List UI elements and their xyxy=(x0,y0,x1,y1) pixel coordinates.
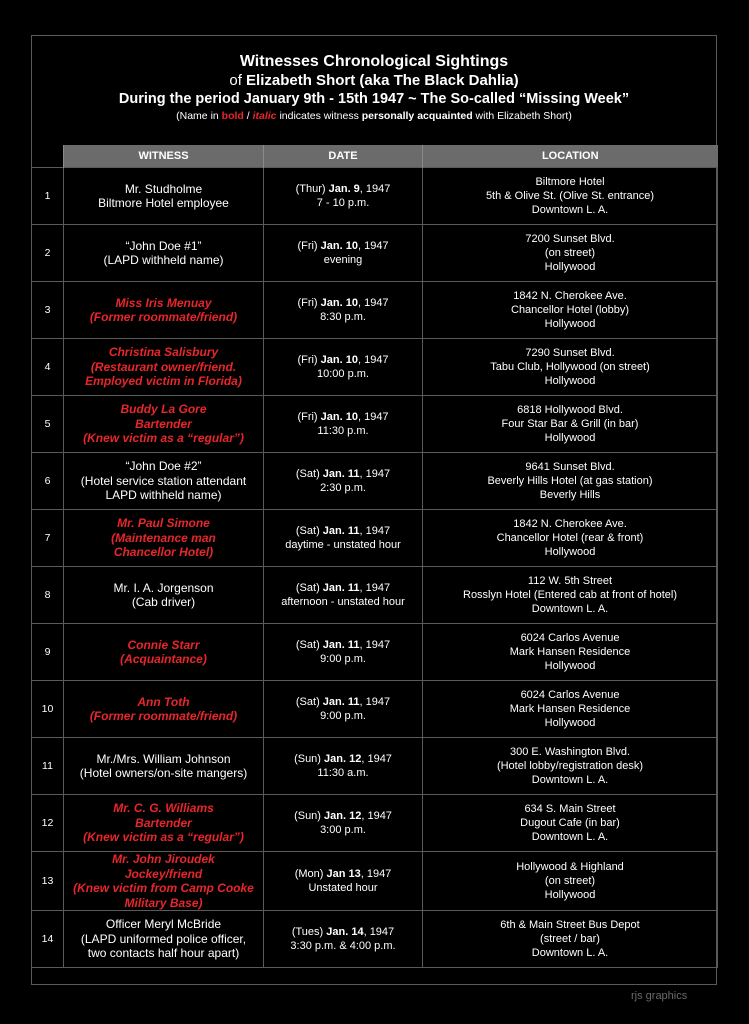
location-line: Downtown L. A. xyxy=(531,831,609,843)
location-cell xyxy=(423,396,718,453)
witness-line: (Maintenance man xyxy=(111,530,216,545)
location-line: 7290 Sunset Blvd. xyxy=(525,347,615,359)
date-line xyxy=(268,581,418,595)
note-text: (Name in xyxy=(176,110,222,122)
date-line xyxy=(268,239,418,253)
date-value: Jan. 11 xyxy=(322,468,360,480)
witness-line: LAPD withheld name) xyxy=(105,488,222,503)
header-location: LOCATION xyxy=(423,145,718,168)
date-year: , 1947 xyxy=(357,354,389,366)
location-cell xyxy=(423,738,718,795)
row-number: 11 xyxy=(32,738,64,795)
location-line: Downtown L. A. xyxy=(531,774,609,786)
witness-cell xyxy=(64,738,264,795)
table-row xyxy=(32,168,718,225)
witness-cell xyxy=(64,852,264,911)
date-year: , 1947 xyxy=(359,582,391,594)
witness-line: Ann Toth xyxy=(137,694,190,709)
table-row xyxy=(32,738,718,795)
date-year: , 1947 xyxy=(361,753,392,765)
witness-line: Mr. Studholme xyxy=(124,181,203,196)
witness-line: “John Doe #2” xyxy=(125,459,202,474)
location-line: Dugout Cafe (in bar) xyxy=(520,817,620,829)
date-cell xyxy=(264,339,423,396)
date-day: (Fri) xyxy=(297,297,321,309)
subtitle-prefix: of xyxy=(229,72,247,89)
date-time: 11:30 a.m. xyxy=(317,767,369,779)
table-row xyxy=(32,567,718,624)
date-line xyxy=(268,524,418,538)
location-cell xyxy=(423,567,718,624)
date-year: , 1947 xyxy=(359,639,391,651)
witness-line: Christina Salisbury xyxy=(108,345,219,360)
location-line: Chancellor Hotel (lobby) xyxy=(511,304,629,316)
location-cell xyxy=(423,282,718,339)
witness-line: “John Doe #1” xyxy=(125,238,202,253)
date-year: , 1947 xyxy=(357,411,389,423)
location-cell xyxy=(423,852,718,911)
witness-line: (Knew victim as a “regular”) xyxy=(83,830,244,845)
location-cell xyxy=(423,453,718,510)
row-number: 1 xyxy=(32,168,64,225)
location-cell xyxy=(423,510,718,567)
date-value: Jan. 10 xyxy=(320,240,358,252)
location-line: Rosslyn Hotel (Entered cab at front of hotel) xyxy=(463,589,677,601)
date-time: 7 - 10 p.m. xyxy=(316,197,370,209)
date-line xyxy=(268,467,418,481)
location-cell xyxy=(423,911,718,968)
date-day: (Sat) xyxy=(295,696,323,708)
date-time: 11:30 p.m. xyxy=(317,425,369,437)
location-line: (street / bar) xyxy=(540,933,600,945)
location-line: Hollywood xyxy=(544,375,596,387)
date-cell xyxy=(264,852,423,911)
date-line xyxy=(268,867,418,881)
location-line: (on street) xyxy=(544,247,596,259)
location-line: Beverly Hills Hotel (at gas station) xyxy=(487,475,653,487)
date-value: Jan. 11 xyxy=(322,582,360,594)
location-line: Hollywood xyxy=(544,318,596,330)
witness-line: Connie Starr xyxy=(127,637,200,652)
date-cell xyxy=(264,168,423,225)
location-line: 7200 Sunset Blvd. xyxy=(525,233,615,245)
date-value: Jan. 12 xyxy=(324,753,362,765)
witness-cell xyxy=(64,567,264,624)
date-cell xyxy=(264,453,423,510)
row-number: 5 xyxy=(32,396,64,453)
witness-cell xyxy=(64,225,264,282)
witness-line: (Restaurant owner/friend. xyxy=(90,359,237,374)
date-line xyxy=(268,182,418,196)
header-blank xyxy=(32,145,64,168)
location-line: Downtown L. A. xyxy=(531,947,609,959)
date-time: daytime - unstated hour xyxy=(285,539,401,551)
row-number: 13 xyxy=(32,852,64,911)
location-line: Tabu Club, Hollywood (on street) xyxy=(490,361,650,373)
note-text: indicates witness xyxy=(276,110,362,122)
witness-cell xyxy=(64,453,264,510)
date-value: Jan. 10 xyxy=(320,411,358,423)
note-bold: bold xyxy=(221,110,244,122)
location-line: Biltmore Hotel xyxy=(535,176,605,188)
date-day: (Fri) xyxy=(297,240,321,252)
date-line xyxy=(268,809,418,823)
witness-line: Biltmore Hotel employee xyxy=(98,196,229,210)
witness-line: (Knew victim from Camp Cooke xyxy=(73,881,254,895)
witness-cell xyxy=(64,795,264,852)
date-day: (Mon) xyxy=(294,868,327,880)
subtitle xyxy=(31,71,717,90)
header-witness: WITNESS xyxy=(64,145,264,168)
note-emphasis: personally acquainted xyxy=(361,110,473,122)
location-line: Downtown L. A. xyxy=(531,603,609,615)
sightings-table xyxy=(31,145,718,968)
date-year: , 1947 xyxy=(359,696,391,708)
date-day: (Tues) xyxy=(291,926,327,938)
row-number: 6 xyxy=(32,453,64,510)
date-time: 9:00 p.m. xyxy=(320,653,366,665)
location-line: Hollywood xyxy=(544,889,596,901)
witness-cell xyxy=(64,911,264,968)
date-cell xyxy=(264,282,423,339)
witness-line: (Hotel owners/on-site mangers) xyxy=(79,766,248,780)
date-time: evening xyxy=(323,254,363,266)
witness-cell xyxy=(64,396,264,453)
location-line: 6th & Main Street Bus Depot xyxy=(500,919,640,931)
table-row xyxy=(32,339,718,396)
date-time: 8:30 p.m. xyxy=(320,311,366,323)
period-line: During the period January 9th - 15th 1947 ~ The So-called “Missing Week” xyxy=(118,91,630,107)
location-line: Hollywood xyxy=(544,432,596,444)
location-line: 300 E. Washington Blvd. xyxy=(509,746,631,758)
date-cell xyxy=(264,681,423,738)
date-year: , 1947 xyxy=(357,240,389,252)
witness-cell xyxy=(64,339,264,396)
witness-line: Employed victim in Florida) xyxy=(85,374,242,389)
witness-line: (Cab driver) xyxy=(131,595,196,609)
location-line: Hollywood xyxy=(544,546,596,558)
date-day: (Sat) xyxy=(295,468,323,480)
table-row xyxy=(32,510,718,567)
witness-line: (Hotel service station attendant xyxy=(80,473,247,488)
location-line: Mark Hansen Residence xyxy=(509,703,631,715)
date-value: Jan. 14 xyxy=(326,926,364,938)
witness-line: Mr. Paul Simone xyxy=(117,516,210,531)
location-line: 6024 Carlos Avenue xyxy=(520,632,620,644)
date-value: Jan. 10 xyxy=(320,297,358,309)
date-line xyxy=(268,296,418,310)
table-row xyxy=(32,282,718,339)
date-year: , 1947 xyxy=(361,810,392,822)
witness-line: Mr. I. A. Jorgenson xyxy=(113,580,214,595)
witness-cell xyxy=(64,168,264,225)
date-time: 2:30 p.m. xyxy=(320,482,366,494)
location-line: 6818 Hollywood Blvd. xyxy=(517,404,623,416)
witness-cell xyxy=(64,510,264,567)
date-cell xyxy=(264,510,423,567)
date-day: (Sun) xyxy=(294,753,325,765)
location-line: 634 S. Main Street xyxy=(524,803,616,815)
witness-line: (Knew victim as a “regular”) xyxy=(83,431,244,446)
location-line: Downtown L. A. xyxy=(531,204,609,216)
credit: rjs graphics xyxy=(631,990,688,1002)
location-line: Hollywood xyxy=(544,261,596,273)
table-row xyxy=(32,453,718,510)
witness-cell xyxy=(64,681,264,738)
table-body xyxy=(32,168,718,968)
witness-line: (Acquaintance) xyxy=(120,652,207,666)
title-block xyxy=(31,52,717,124)
date-cell xyxy=(264,795,423,852)
table-row xyxy=(32,681,718,738)
date-value: Jan. 12 xyxy=(324,810,362,822)
table-row xyxy=(32,624,718,681)
legend-note xyxy=(31,109,717,124)
row-number: 8 xyxy=(32,567,64,624)
note-text: with Elizabeth Short) xyxy=(472,110,572,122)
witness-line: (Former roommate/friend) xyxy=(89,709,238,723)
date-time: afternoon - unstated hour xyxy=(281,596,405,608)
witness-line: Bartender xyxy=(135,416,192,431)
date-line xyxy=(268,695,418,709)
date-year: , 1947 xyxy=(363,926,395,938)
witness-line: Military Base) xyxy=(124,895,203,910)
row-number: 2 xyxy=(32,225,64,282)
date-line xyxy=(268,353,418,367)
witness-line: (LAPD uniformed police officer, xyxy=(80,931,247,946)
table-row xyxy=(32,225,718,282)
location-cell xyxy=(423,168,718,225)
date-day: (Thur) xyxy=(295,183,329,195)
location-line: 5th & Olive St. (Olive St. entrance) xyxy=(485,190,655,202)
location-line: 6024 Carlos Avenue xyxy=(520,689,620,701)
location-line: Beverly Hills xyxy=(539,489,601,501)
witness-line: Officer Meryl McBride xyxy=(105,917,222,932)
witness-line: Bartender xyxy=(135,815,192,830)
witness-line: Mr./Mrs. William Johnson xyxy=(96,751,231,766)
row-number: 10 xyxy=(32,681,64,738)
subject-name: Elizabeth Short (aka The Black Dahlia) xyxy=(246,72,519,89)
location-line: (Hotel lobby/registration desk) xyxy=(496,760,644,772)
date-day: (Sat) xyxy=(295,525,323,537)
location-line: 1842 N. Cherokee Ave. xyxy=(513,290,627,302)
location-line: Chancellor Hotel (rear & front) xyxy=(496,532,644,544)
table-row xyxy=(32,795,718,852)
date-cell xyxy=(264,624,423,681)
date-value: Jan. 9 xyxy=(328,183,360,195)
date-day: (Sun) xyxy=(294,810,325,822)
date-cell xyxy=(264,567,423,624)
page-title: Witnesses Chronological Sightings xyxy=(239,53,509,70)
date-cell xyxy=(264,738,423,795)
location-line: 112 W. 5th Street xyxy=(527,575,613,587)
row-number: 3 xyxy=(32,282,64,339)
date-day: (Fri) xyxy=(297,354,321,366)
witness-line: Jockey/friend xyxy=(124,866,203,881)
location-line: 1842 N. Cherokee Ave. xyxy=(513,518,627,530)
date-day: (Fri) xyxy=(297,411,321,423)
row-number: 7 xyxy=(32,510,64,567)
location-line: 9641 Sunset Blvd. xyxy=(525,461,615,473)
date-time: Unstated hour xyxy=(308,882,378,894)
row-number: 9 xyxy=(32,624,64,681)
date-year: , 1947 xyxy=(359,468,391,480)
row-number: 12 xyxy=(32,795,64,852)
date-cell xyxy=(264,225,423,282)
date-cell xyxy=(264,911,423,968)
date-value: Jan. 11 xyxy=(322,525,360,537)
row-number: 4 xyxy=(32,339,64,396)
location-line: Hollywood xyxy=(544,660,596,672)
note-italic: italic xyxy=(252,110,277,122)
location-line: Mark Hansen Residence xyxy=(509,646,631,658)
witness-line: Mr. C. G. Williams xyxy=(113,801,214,816)
table-header-row xyxy=(32,145,718,168)
witness-line: two contacts half hour apart) xyxy=(87,946,240,961)
witness-line: Chancellor Hotel) xyxy=(113,545,214,560)
witness-line: (Former roommate/friend) xyxy=(89,310,238,324)
witness-line: Buddy La Gore xyxy=(120,402,207,417)
date-year: , 1947 xyxy=(357,297,389,309)
location-line: Hollywood xyxy=(544,717,596,729)
date-time: 3:00 p.m. xyxy=(320,824,366,836)
witness-cell xyxy=(64,282,264,339)
table-row xyxy=(32,911,718,968)
location-cell xyxy=(423,681,718,738)
location-cell xyxy=(423,795,718,852)
header-date: DATE xyxy=(264,145,423,168)
date-year: , 1947 xyxy=(359,183,391,195)
table-row xyxy=(32,852,718,911)
witness-cell xyxy=(64,624,264,681)
date-time: 3:30 p.m. & 4:00 p.m. xyxy=(290,940,396,952)
witness-line: Miss Iris Menuay xyxy=(115,295,212,310)
witness-line: (LAPD withheld name) xyxy=(103,253,224,267)
date-time: 10:00 p.m. xyxy=(317,368,369,380)
location-line: Four Star Bar & Grill (in bar) xyxy=(501,418,639,430)
table-row xyxy=(32,396,718,453)
date-time: 9:00 p.m. xyxy=(320,710,366,722)
date-day: (Sat) xyxy=(295,639,323,651)
date-value: Jan 13 xyxy=(326,868,361,880)
date-line xyxy=(268,925,418,939)
note-sep: / xyxy=(243,110,253,122)
date-line xyxy=(268,410,418,424)
location-cell xyxy=(423,339,718,396)
date-value: Jan. 10 xyxy=(320,354,358,366)
location-cell xyxy=(423,225,718,282)
date-day: (Sat) xyxy=(295,582,323,594)
location-line: Hollywood & Highland xyxy=(516,861,624,873)
date-year: , 1947 xyxy=(360,868,392,880)
date-cell xyxy=(264,396,423,453)
date-year: , 1947 xyxy=(359,525,391,537)
row-number: 14 xyxy=(32,911,64,968)
date-line xyxy=(268,638,418,652)
date-value: Jan. 11 xyxy=(322,639,360,651)
date-value: Jan. 11 xyxy=(322,696,360,708)
date-line xyxy=(268,752,418,766)
witness-line: Mr. John Jiroudek xyxy=(112,852,215,866)
location-line: (on street) xyxy=(544,875,596,887)
location-cell xyxy=(423,624,718,681)
